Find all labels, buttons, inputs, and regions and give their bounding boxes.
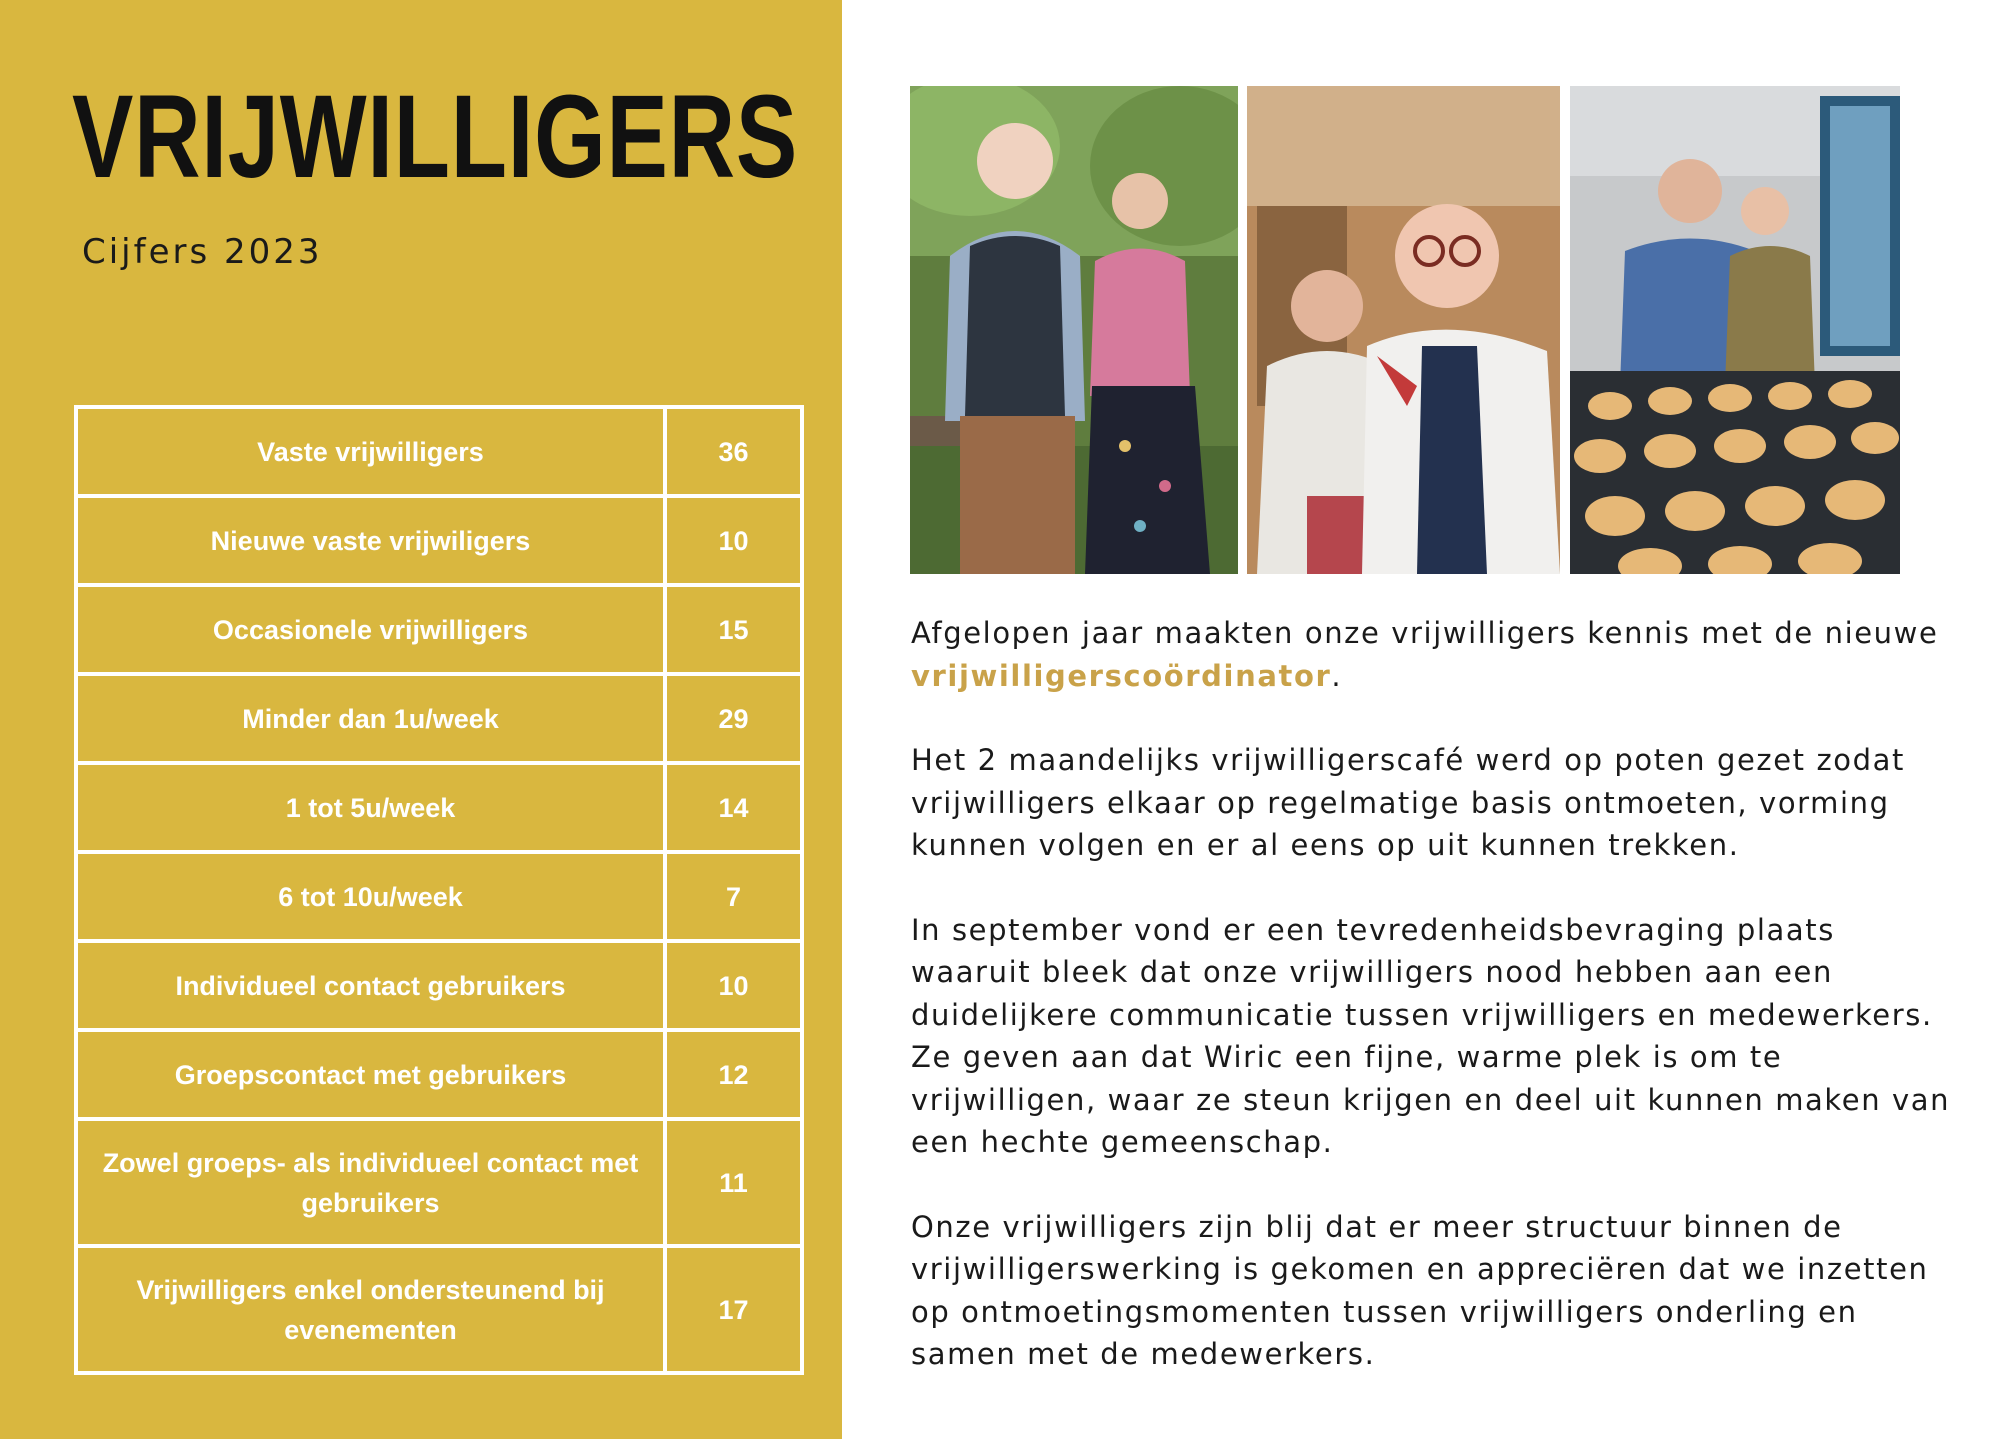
table-row — [76, 852, 802, 941]
left-panel — [0, 0, 842, 1439]
table-row — [76, 407, 802, 496]
table-row — [76, 496, 802, 585]
row-label: Vaste vrijwilligers — [76, 407, 665, 496]
row-value: 7 — [665, 852, 802, 941]
paragraph-4: Onze vrijwilligers zijn blij dat er meer structuur binnen de vrijwilligerswerking is gekomen en appreciëren dat we inzetten op ontmoetingsmomenten tussen vrijwilligers onderling en samen met de medewerkers. — [911, 1209, 1929, 1371]
paragraph-3: In september vond er een tevredenheidsbevraging plaats waaruit bleek dat onze vrijwilligers nood hebben aan een duidelijkere communicatie tussen vrijwilligers en medewerkers. Ze geven aan dat Wiric een fijne, warme plek is om te vrijwilligen, waar ze steun krijgen en deel uit kunnen maken van een hechte gemeenschap. — [911, 912, 1951, 1159]
table-row — [76, 1119, 802, 1246]
table-row — [76, 674, 802, 763]
row-label: Occasionele vrijwilligers — [76, 585, 665, 674]
row-value: 36 — [665, 407, 802, 496]
table-row — [76, 941, 802, 1030]
photo-bakery-cookies — [1570, 86, 1900, 574]
paragraph-1-text: Afgelopen jaar maakten onze vrijwilligers kennis met de nieuwe — [911, 616, 1939, 650]
photo-strip — [910, 86, 1900, 574]
row-value: 12 — [665, 1030, 802, 1119]
page-subtitle: Cijfers 2023 — [82, 232, 323, 272]
row-label: Groepscontact met gebruikers — [76, 1030, 665, 1119]
row-label: Nieuwe vaste vrijwiligers — [76, 496, 665, 585]
table-row — [76, 763, 802, 852]
row-value: 29 — [665, 674, 802, 763]
row-value: 17 — [665, 1246, 802, 1373]
photo-volunteers-outdoor — [910, 86, 1238, 574]
row-value: 15 — [665, 585, 802, 674]
row-label: Minder dan 1u/week — [76, 674, 665, 763]
table-row — [76, 585, 802, 674]
row-value: 11 — [665, 1119, 802, 1246]
row-value: 10 — [665, 496, 802, 585]
row-value: 10 — [665, 941, 802, 1030]
row-label: Vrijwilligers enkel ondersteunend bij evenementen — [76, 1246, 665, 1373]
photo-bakery-colleagues — [1247, 86, 1560, 574]
row-label: Zowel groeps- als individueel contact met gebruikers — [76, 1119, 665, 1246]
row-label: 1 tot 5u/week — [76, 763, 665, 852]
row-value: 14 — [665, 763, 802, 852]
paragraph-1-end: . — [1331, 658, 1343, 693]
table-row — [76, 1030, 802, 1119]
paragraph-2: Het 2 maandelijks vrijwilligerscafé werd op poten gezet zodat vrijwilligers elkaar op regelmatige basis ontmoeten, vorming kunnen volgen en er al eens op uit kunnen trekken. — [911, 743, 1905, 862]
row-label: 6 tot 10u/week — [76, 852, 665, 941]
paragraph-1 — [911, 612, 1951, 697]
body-text — [911, 612, 1951, 1418]
stats-table — [74, 405, 804, 1375]
row-label: Individueel contact gebruikers — [76, 941, 665, 1030]
page-title: VRIJWILLIGERS — [72, 71, 799, 203]
table-row — [76, 1246, 802, 1373]
highlight-coordinator: vrijwilligerscoördinator — [911, 658, 1332, 693]
